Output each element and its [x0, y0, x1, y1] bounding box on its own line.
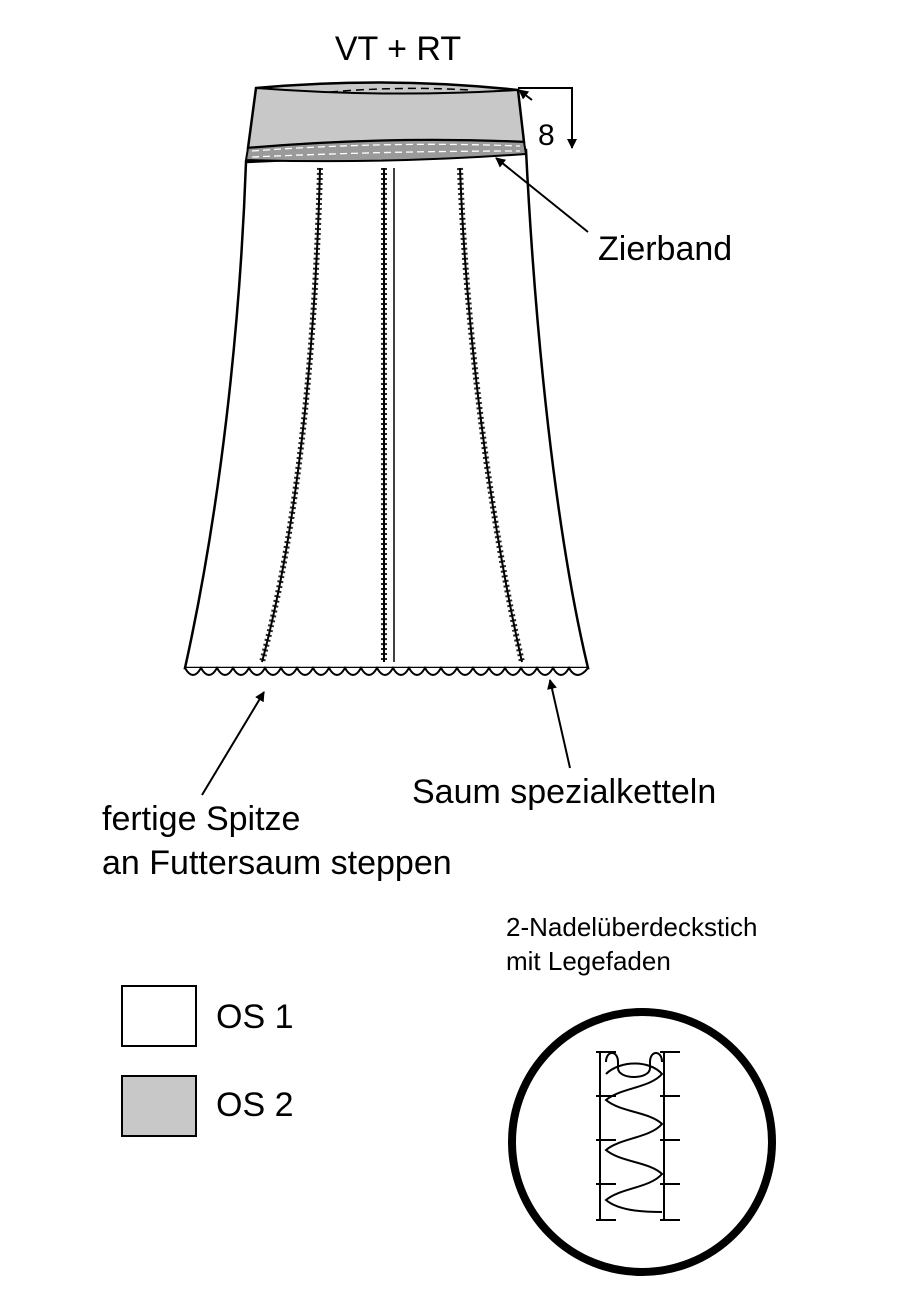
hem-lace [185, 668, 588, 675]
saum-label: Saum spezialketteln [412, 773, 717, 811]
legend-label-os2: OS 2 [216, 1086, 294, 1124]
legend-swatch-os1 [122, 986, 196, 1046]
drawing-title: VT + RT [334, 30, 462, 68]
stitch-title-line2: mit Legefaden [506, 946, 671, 976]
legend-swatch-os2 [122, 1076, 196, 1136]
spitze-label-line1: fertige Spitze [102, 800, 301, 838]
spitze-label-line2: an Futtersaum steppen [102, 844, 452, 882]
waistband-height-label: 8 [538, 119, 555, 152]
saum-arrow [550, 680, 570, 768]
stitch-title-line1: 2-Nadelüberdeckstich [506, 912, 758, 942]
stitch-detail-circle [512, 1012, 772, 1272]
spitze-arrow [202, 692, 264, 795]
legend-label-os1: OS 1 [216, 998, 294, 1036]
zierband-label: Zierband [598, 230, 733, 268]
